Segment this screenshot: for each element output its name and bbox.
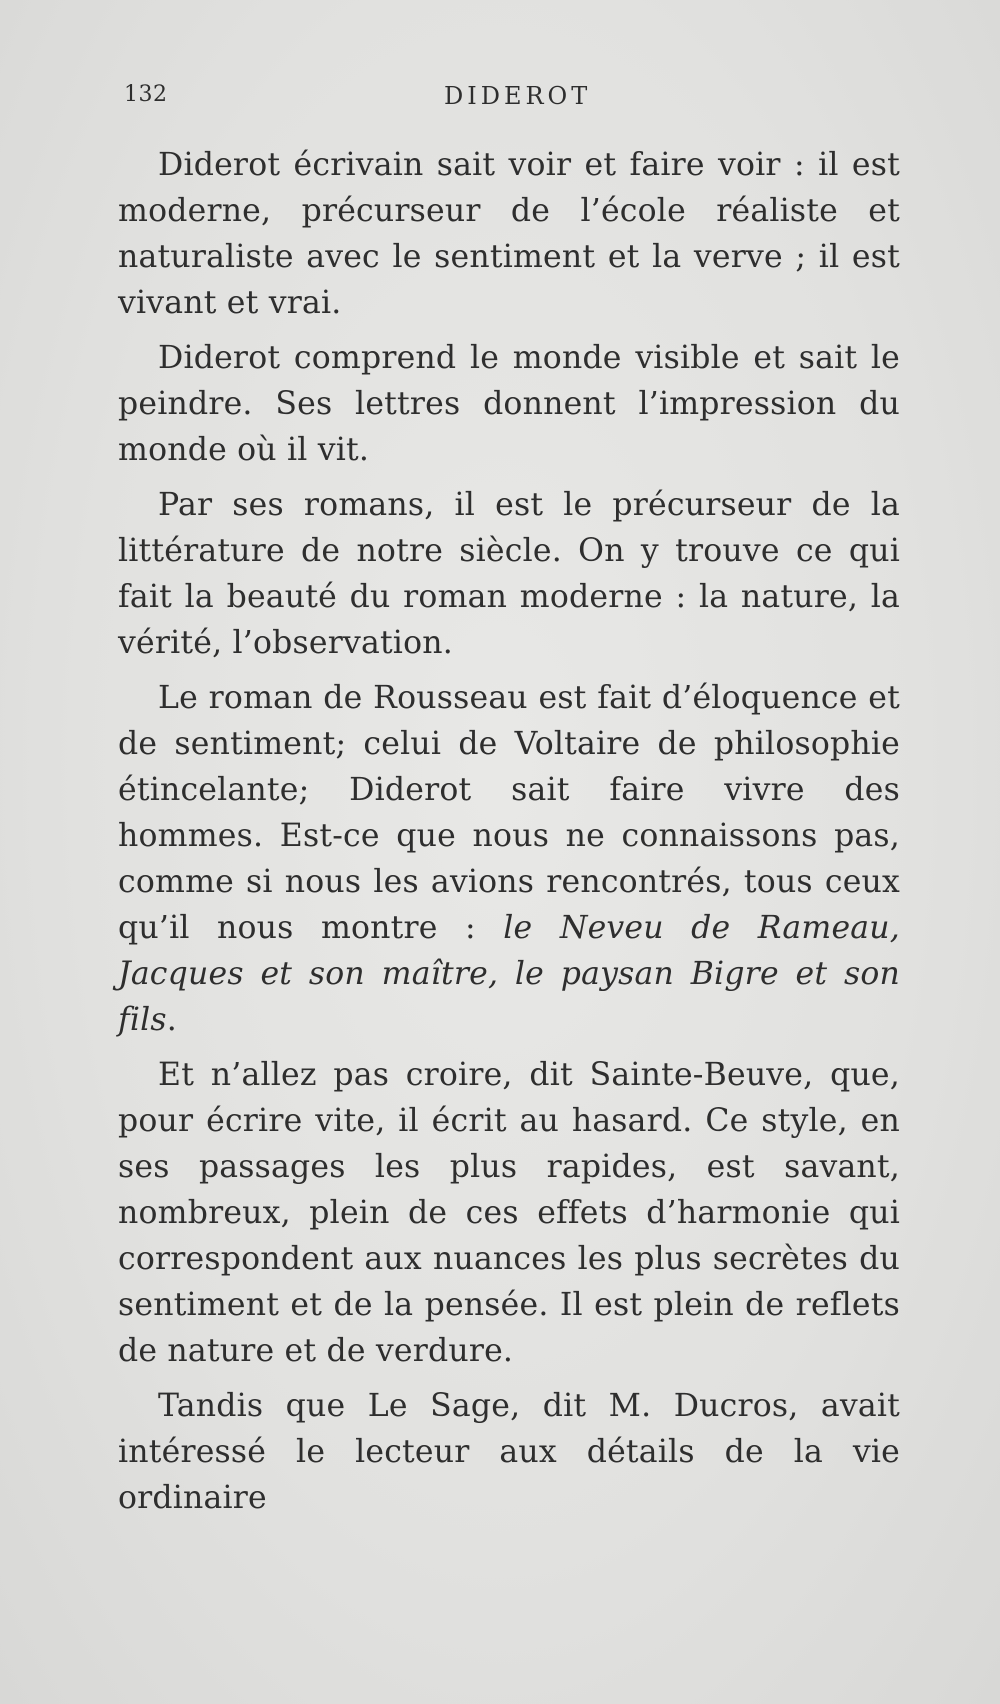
- paragraph: Diderot comprend le monde visible et sait le peindre. Ses lettres donnent l’impression du monde où il vit.: [118, 340, 900, 468]
- paragraph: [118, 675, 900, 1043]
- paragraph: Tandis que Le Sage, dit M. Ducros, avait intéressé le lecteur aux détails de la vie ordinaire: [118, 1388, 900, 1516]
- paragraph: Diderot écrivain sait voir et faire voir : il est moderne, précurseur de l’école réaliste et naturaliste avec le sentiment et la verve ; il est vivant et vrai.: [118, 147, 900, 321]
- page-number: 132: [124, 82, 168, 107]
- body-text: [118, 142, 900, 1530]
- running-title: DIDEROT: [444, 82, 592, 110]
- paragraph: Et n’allez pas croire, dit Sainte-Beuve, que, pour écrire vite, il écrit au hasard. Ce style, en ses passages les plus rapides, est savant, nombreux, plein de ces effets d’harmonie qui correspondent aux nuances les plus secrètes du sentiment et de la pensée. Il est plein de reflets de nature et de verdure.: [118, 1057, 900, 1369]
- running-head: [124, 78, 590, 118]
- paragraph-text: Le roman de Rousseau est fait d’éloquence et de sentiment; celui de Voltaire de philosophie étincelante; Diderot sait faire vivre des hommes. Est-ce que nous ne connaissons pas, comme si nous les avions rencontrés, tous ceux qu’il nous montre :: [118, 680, 900, 946]
- paragraph-end: .: [166, 1002, 177, 1038]
- italic-titles: le Neveu de Rameau, Jacques et son maître, le paysan Bigre et son fils: [118, 910, 900, 1038]
- paragraph: Par ses romans, il est le précurseur de la littérature de notre siècle. On y trouve ce qui fait la beauté du roman moderne : la nature, la vérité, l’observation.: [118, 487, 900, 661]
